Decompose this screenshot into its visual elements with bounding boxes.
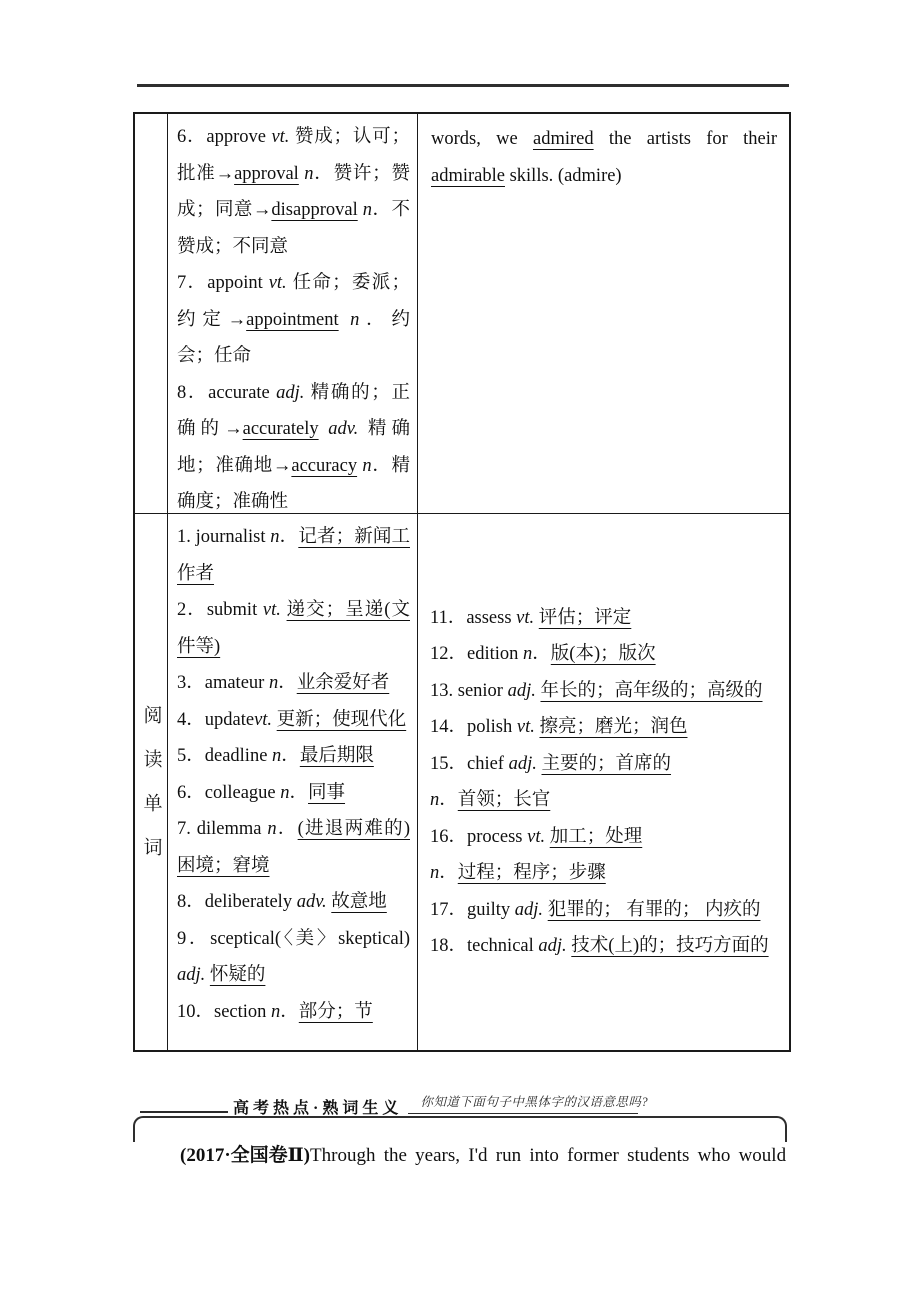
vocab-item: 17．guilty adj. 犯罪的； 有罪的； 内疚的: [430, 899, 761, 920]
vocab-item: 1. journalist n．记者；新闻工作者: [177, 527, 410, 584]
vocab-item: 3．amateur n．业余爱好者: [177, 673, 390, 693]
vocab-item: 5．deadline n．最后期限: [177, 746, 374, 766]
vocab-item: 15．chief adj. 主要的；首席的 n．首领；长官: [430, 753, 672, 810]
section-header: [140, 1090, 788, 1118]
vocab-item: 18．technical adj. 技术(上)的；技巧方面的: [430, 936, 769, 956]
exam-sentence-text: Through the years, I'd run into former students who would: [310, 1145, 787, 1166]
vocab-item: 13. senior adj. 年长的；高年级的；高级的: [430, 680, 763, 701]
table-cell-side-row1: [135, 114, 168, 514]
vocabulary-table: [133, 112, 791, 1052]
exam-sentence-source: (2017·全国卷Ⅱ): [180, 1145, 311, 1166]
vocab-item: 9．sceptical(〈美〉skeptical) adj. 怀疑的: [177, 928, 410, 985]
side-label-reading-words: 阅读单词: [140, 705, 162, 881]
vocab-item: 10．section n．部分；节: [177, 1001, 373, 1022]
vocab-item: 8．accurate adj. 精确的；正确的→accurately adv. 精确地；准确地→accuracy n．精确度；准确性: [177, 382, 410, 512]
section-title: 高考热点·熟词生义: [233, 1100, 403, 1117]
table-cell-words-row2-left: [168, 514, 418, 1050]
section-subtitle: 你知道下面句子中黑体字的汉语意思吗?: [420, 1095, 649, 1109]
vocab-item: 11．assess vt. 评估；评定: [430, 607, 632, 628]
table-cell-words-row1-left: [168, 114, 418, 514]
vocab-item: 7．appoint vt. 任命；委派；约定→appointment n．约会；任命: [177, 273, 410, 366]
vocab-item: 12．edition n．版(本)；版次: [430, 644, 656, 664]
vocab-item: 8．deliberately adv. 故意地: [177, 892, 387, 912]
vocab-item: 6．approve vt. 赞成；认可；批准→approval n．赞许；赞成；同意→disapproval n．不赞成；不同意: [177, 127, 410, 257]
vocab-item: 6．colleague n．同事: [177, 782, 346, 803]
vocab-item: 2．submit vt. 递交；呈递(文件等): [177, 600, 410, 657]
vocab-item: 14．polish vt. 擦亮；磨光；润色: [430, 717, 688, 737]
table-cell-words-row2-right: [418, 514, 789, 1050]
table-cell-words-row1-right: [418, 114, 789, 514]
header-rule-left: [140, 1111, 228, 1113]
exam-sentence: [140, 1138, 842, 1174]
table-cell-side-row2: [135, 514, 168, 1050]
vocab-item: 7. dilemma n．(进退两难的)困境；窘境: [177, 819, 410, 876]
vocab-item: words, we admired the artists for their admirable skills. (admire): [431, 129, 777, 186]
header-rule-right: [408, 1092, 649, 1114]
vocab-item: 16．process vt. 加工；处理 n．过程；程序；步骤: [430, 826, 643, 883]
top-horizontal-rule: [137, 84, 789, 87]
vocab-item: 4．updatevt. 更新；使现代化: [177, 709, 407, 730]
